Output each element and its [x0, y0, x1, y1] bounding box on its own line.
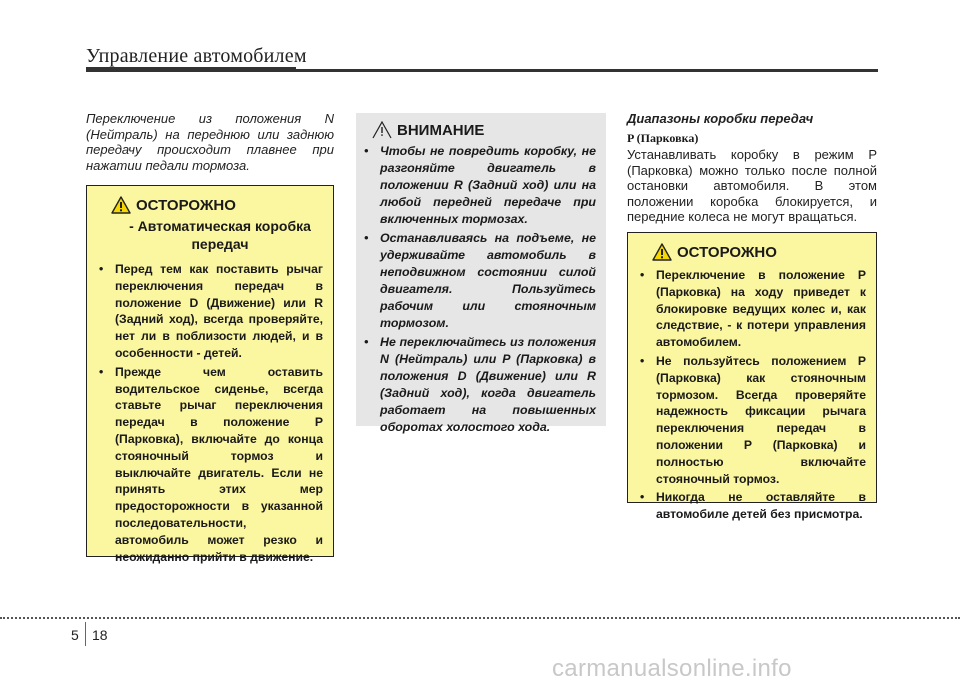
warning-triangle-icon	[111, 196, 131, 214]
park-paragraph: Устанавливать коробку в режим P (Парковка) можно только после полной остановки автомобиля. В этом положении коробка блокируется, и передние колеса не могут вращаться.	[627, 147, 877, 225]
page-number-divider	[85, 622, 86, 646]
warning-list-item: • Не пользуйтесь положением P (Парковка) как стояночным тормозом. Всегда проверяйте надежность фиксации рычага переключения передач в положении P (Парковка) и полностью включайте стояночный тормоз.	[640, 353, 866, 487]
caution-box	[356, 113, 606, 434]
warning-list	[640, 267, 866, 523]
warning-box-right	[627, 232, 877, 522]
caution-title: ВНИМАНИЕ	[397, 121, 485, 139]
warning-box-left	[86, 185, 334, 564]
warning-title-row	[111, 196, 323, 214]
caution-list-item: • Не переключайтесь из положения N (Нейтраль) или P (Парковка) в положения D (Движение) или R (Задний ход), когда двигатель работает на повышенных оборотах холостого хода.	[364, 334, 596, 436]
caution-list-item: • Останавливаясь на подъеме, не удерживайте автомобиль в неподвижном состоянии силой двигателя. Пользуйтесь рабочим или стояночным тормозом.	[364, 230, 596, 332]
caution-title-row	[372, 121, 596, 139]
warning-triangle-icon	[652, 243, 672, 261]
caution-list	[364, 143, 596, 436]
warning-list-item: • Прежде чем оставить водительское сиденье, всегда ставьте рычаг переключения передач в положение P (Парковка), включайте до конца стояночный тормоз и выключайте двигатель. Если не принять этих мер предосторожности в указанной последовательности, автомобиль может резко и неожиданно прийти в движение.	[99, 364, 323, 566]
section-number: 5	[71, 627, 79, 643]
park-label: P (Парковка)	[627, 131, 699, 145]
intro-text: Переключение из положения N (Нейтраль) на переднюю или заднюю передачу происходит плавнее при нажатии педали тормоза.	[86, 111, 334, 173]
warning-list-item: • Никогда не оставляйте в автомобиле детей без присмотра.	[640, 489, 866, 523]
warning-list-item: • Переключение в положение P (Парковка) на ходу приведет к блокировке ведущих колес и, как следствие, - к потери управления автомобилем.	[640, 267, 866, 351]
watermark: carmanualsonline.info	[552, 655, 792, 682]
warning-title: ОСТОРОЖНО	[136, 196, 236, 214]
warning-subtitle: - Автоматическая коробка передач	[129, 218, 311, 252]
page-number: 18	[92, 627, 108, 643]
caution-triangle-icon	[372, 121, 392, 139]
page-header-title: Управление автомобилем	[86, 45, 307, 67]
warning-list	[99, 261, 323, 565]
header-rule	[86, 69, 878, 72]
warning-title-row	[652, 243, 866, 261]
footer-rule	[0, 617, 960, 619]
warning-list-item: • Перед тем как поставить рычаг переключения передач в положение D (Движение) или R (Задний ход), всегда проверяйте, нет ли в поблизости людей, и в особенности - детей.	[99, 261, 323, 362]
caution-list-item: • Чтобы не повредить коробку, не разгоняйте двигатель в положении R (Задний ход) или на любой передней передаче при включенных тормозах.	[364, 143, 596, 228]
warning-title: ОСТОРОЖНО	[677, 243, 777, 261]
section-subheading: Диапазоны коробки передач	[627, 111, 814, 126]
